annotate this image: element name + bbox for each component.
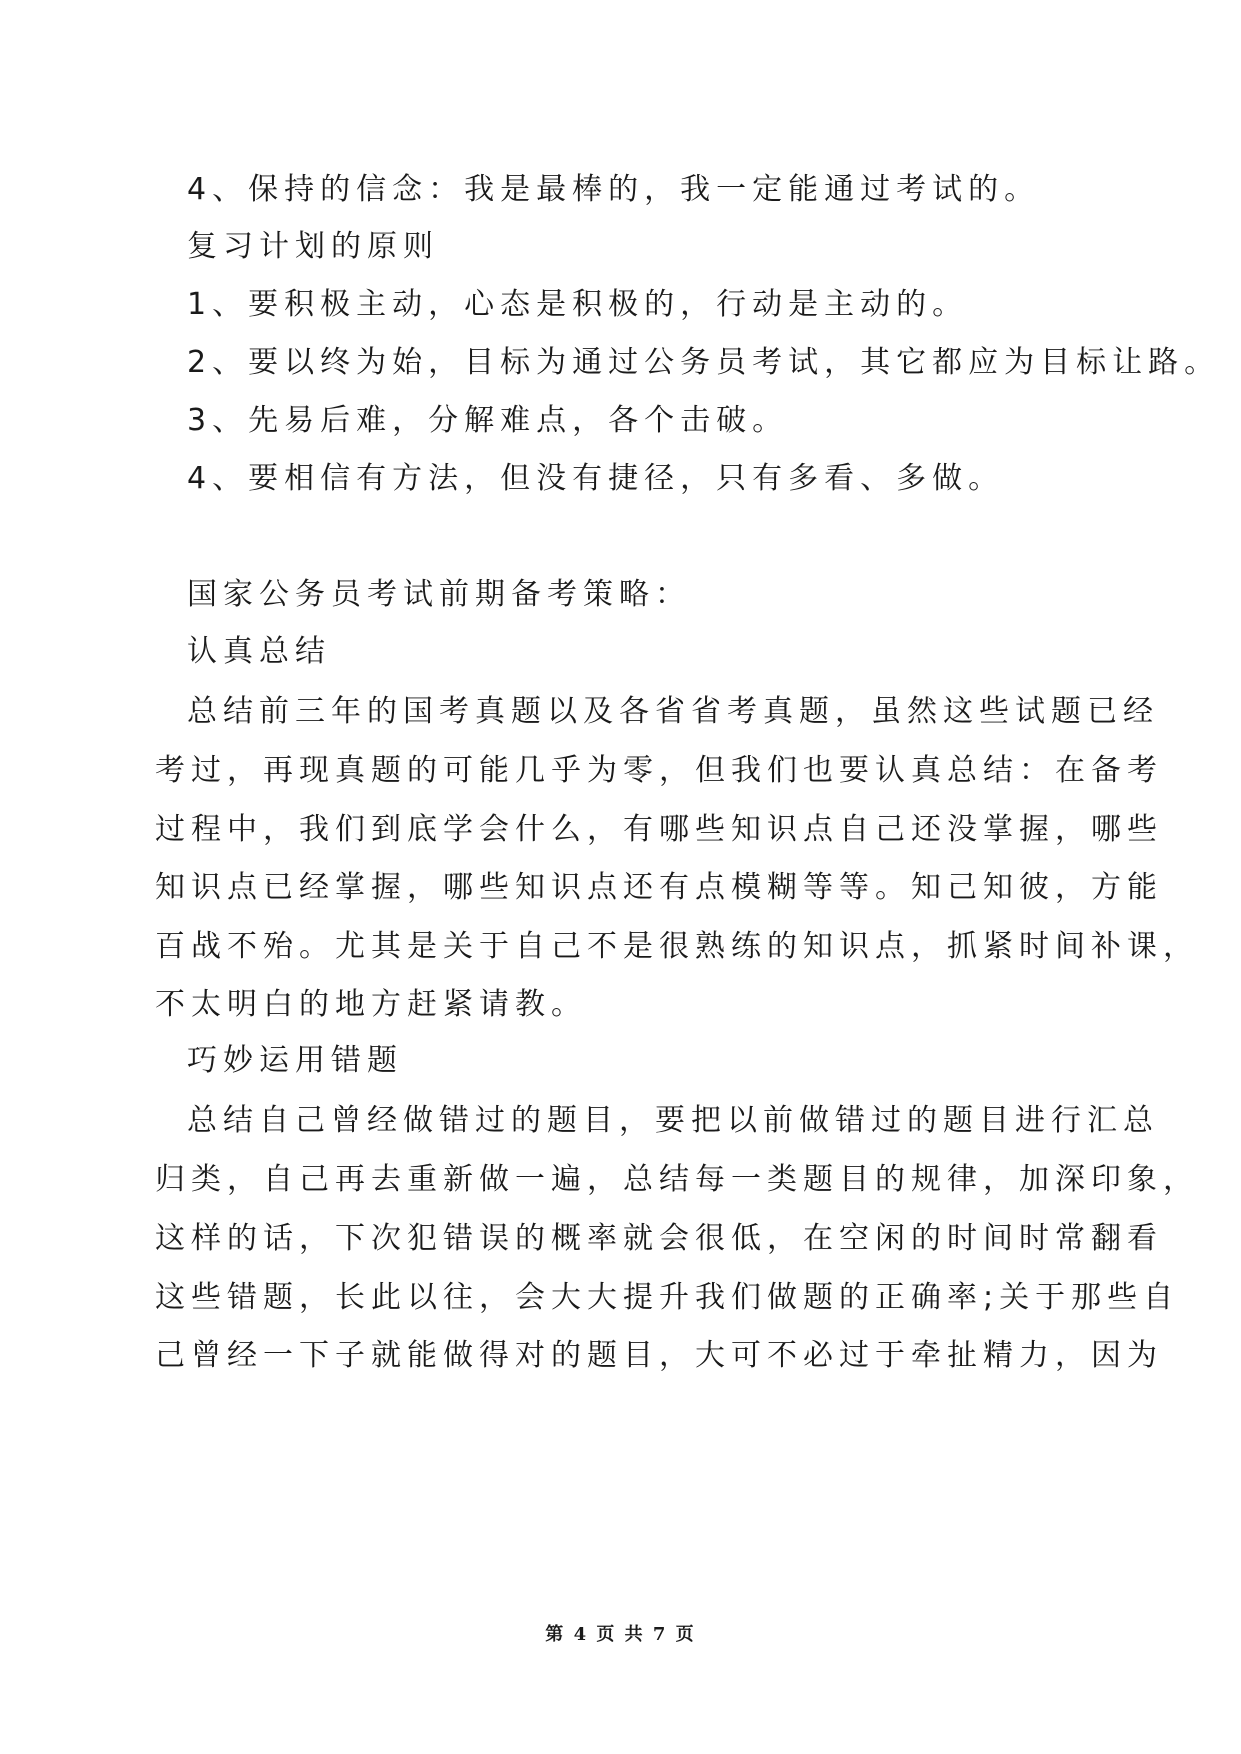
paragraph-line: 己曾经一下子就能做得对的题目，大可不必过于牵扯精力，因为: [155, 1338, 1163, 1373]
section-heading: 复习计划的原则: [187, 229, 439, 264]
paragraph-line: 考过，再现真题的可能几乎为零，但我们也要认真总结：在备考: [155, 753, 1163, 788]
paragraph-line: 总结自己曾经做错过的题目，要把以前做错过的题目进行汇总: [187, 1103, 1159, 1138]
paragraph-line: 过程中，我们到底学会什么，有哪些知识点自己还没掌握，哪些: [155, 812, 1163, 847]
paragraph-line: 知识点已经掌握，哪些知识点还有点模糊等等。知己知彼，方能: [155, 870, 1163, 905]
text-line: 2、要以终为始，目标为通过公务员考试，其它都应为目标让路。: [187, 345, 1221, 380]
subsection-heading: 巧妙运用错题: [187, 1043, 403, 1078]
text-line: 3、先易后难，分解难点，各个击破。: [187, 403, 789, 438]
paragraph-line: 这样的话，下次犯错误的概率就会很低，在空闲的时间时常翻看: [155, 1221, 1163, 1256]
text-line: 4、要相信有方法，但没有捷径，只有多看、多做。: [187, 461, 1005, 496]
text-line: 4、保持的信念：我是最棒的，我一定能通过考试的。: [187, 172, 1041, 207]
page-number-footer: 第 4 页 共 7 页: [545, 1624, 696, 1645]
paragraph-line: 百战不殆。尤其是关于自己不是很熟练的知识点，抓紧时间补课，: [155, 929, 1199, 964]
paragraph-line: 总结前三年的国考真题以及各省省考真题，虽然这些试题已经: [187, 694, 1159, 729]
paragraph-line: 不太明白的地方赶紧请教。: [155, 987, 587, 1022]
section-heading: 国家公务员考试前期备考策略：: [187, 577, 691, 612]
paragraph-line: 归类，自己再去重新做一遍，总结每一类题目的规律，加深印象，: [155, 1162, 1199, 1197]
subsection-heading: 认真总结: [187, 634, 331, 669]
paragraph-line: 这些错题，长此以往，会大大提升我们做题的正确率;关于那些自: [155, 1280, 1180, 1315]
text-line: 1、要积极主动，心态是积极的，行动是主动的。: [187, 287, 969, 322]
